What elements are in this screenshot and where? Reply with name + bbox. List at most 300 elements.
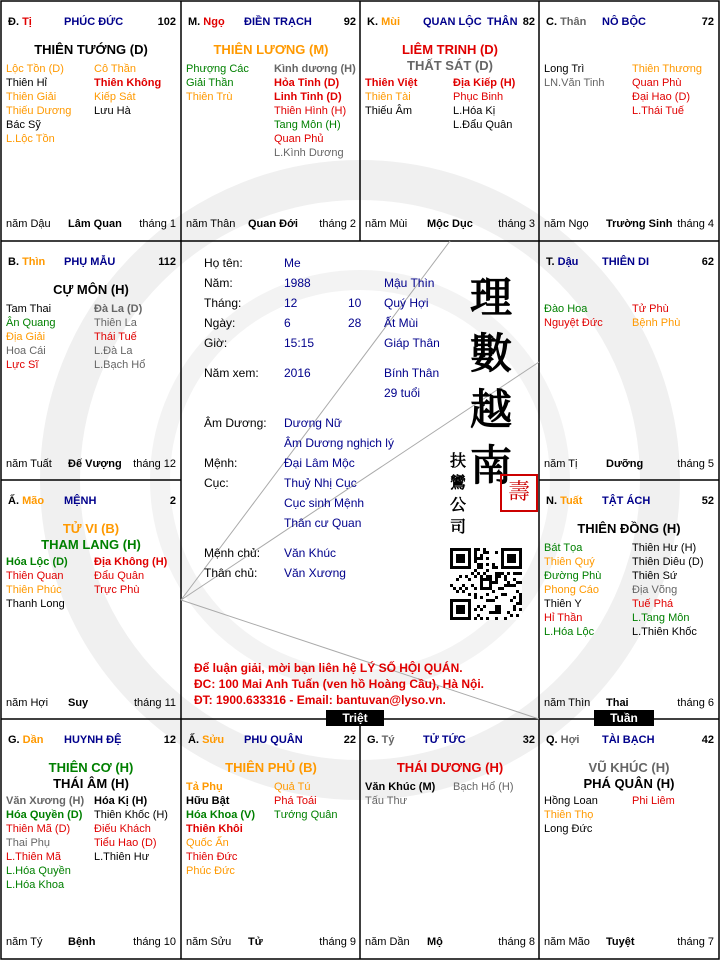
palace-footer xyxy=(6,697,176,711)
minor-star: Thiên Phúc xyxy=(6,584,62,596)
minor-star: Long Trì xyxy=(544,63,585,75)
palace-house-name: QUAN LỘC xyxy=(423,16,482,28)
palace-phase: Trường Sinh xyxy=(606,218,673,230)
minor-star: Phúc Đức xyxy=(186,865,235,877)
palace-number: 12 xyxy=(163,734,176,746)
minor-star: Hóa Quyền (D) xyxy=(6,809,83,821)
minor-star: Thiên Khôi xyxy=(186,823,243,835)
stem-letter: B. xyxy=(8,256,23,268)
minor-star: Thiếu Âm xyxy=(365,105,413,117)
palace-header xyxy=(8,16,176,30)
palace-stem xyxy=(188,16,225,28)
major-star: TỬ VI (B) xyxy=(62,521,120,536)
minor-star: Thiếu Dương xyxy=(6,105,72,117)
palace-thin[interactable] xyxy=(2,242,180,480)
minor-star: Bạch Hổ (H) xyxy=(453,781,514,793)
major-star: THIÊN PHỦ (B) xyxy=(225,760,317,775)
minor-star-column-left xyxy=(6,62,71,146)
major-star: THẤT SÁT (D) xyxy=(407,58,493,73)
minor-star-column-left xyxy=(186,780,255,878)
minor-star: Thiên La xyxy=(94,317,137,329)
stem-letter: C. xyxy=(546,16,561,28)
center-label: Ngày: xyxy=(204,316,236,330)
major-stars xyxy=(182,760,360,776)
branch-name: Hợi xyxy=(560,734,580,746)
palace-phase: Bệnh xyxy=(68,936,96,948)
center-value: Dương Nữ xyxy=(284,416,342,430)
palace-number: 52 xyxy=(701,495,714,507)
minor-star: Văn Khúc (M) xyxy=(365,781,436,793)
palace-footer xyxy=(6,218,176,232)
minor-star: Kiếp Sát xyxy=(94,91,136,103)
stem-letter: N. xyxy=(546,495,561,507)
palace-year: năm Thìn xyxy=(544,697,591,709)
center-value-canchi: 29 tuổi xyxy=(384,386,421,400)
palace-header xyxy=(8,734,176,748)
branch-name: Dần xyxy=(22,734,44,746)
major-stars xyxy=(361,42,539,74)
major-star: THÁI ÂM (H) xyxy=(53,776,129,791)
minor-star: Thiên Khốc (H) xyxy=(94,809,168,821)
palace-footer xyxy=(6,458,176,472)
minor-star: Hữu Bật xyxy=(186,795,230,807)
minor-star: L.Hóa Lộc xyxy=(544,626,595,638)
palace-year: năm Mão xyxy=(544,936,590,948)
palace-number: 92 xyxy=(343,16,356,28)
palace-month: tháng 10 xyxy=(133,936,176,948)
palace-phase: Đế Vượng xyxy=(68,458,122,470)
minor-star: Văn Xương (H) xyxy=(6,795,85,807)
palace-house-name: PHÚC ĐỨC xyxy=(64,16,124,28)
major-stars xyxy=(2,282,180,298)
palace-house-name: PHỤ MẪU xyxy=(64,256,116,268)
minor-star: Địa Giải xyxy=(6,331,46,343)
minor-star: Hồng Loan xyxy=(544,795,598,807)
minor-star-column-left xyxy=(186,62,249,104)
minor-star: Giải Thần xyxy=(186,77,234,89)
minor-star-column-right xyxy=(453,76,515,132)
minor-star: Thiên Sứ xyxy=(632,570,678,582)
palace-than-marker: THÂN xyxy=(487,16,518,28)
minor-star: L.Lộc Tồn xyxy=(6,133,55,145)
center-value: Thuỷ Nhị Cục xyxy=(284,476,357,490)
minor-star: Thiên Việt xyxy=(365,77,418,89)
center-value-canchi: Bính Thân xyxy=(384,366,440,380)
palace-footer xyxy=(6,936,176,950)
center-value: 2016 xyxy=(284,366,311,380)
minor-star: L.Hóa Khoa xyxy=(6,879,65,891)
minor-star: Thiên Không xyxy=(94,77,162,89)
minor-star: Quan Phù xyxy=(632,77,682,89)
minor-star: Thiên Thọ xyxy=(544,809,594,821)
center-label: Âm Dương: xyxy=(204,416,267,430)
palace-year: năm Tý xyxy=(6,936,43,948)
minor-star: Thái Tuế xyxy=(94,331,137,343)
stem-letter: Đ. xyxy=(8,16,23,28)
palace-year: năm Dần xyxy=(365,936,410,948)
center-label: Năm xem: xyxy=(204,366,259,380)
major-star: THIÊN LƯƠNG (M) xyxy=(213,42,329,57)
minor-star-column-right xyxy=(94,794,168,864)
minor-star-column-left xyxy=(6,302,56,372)
red-seal-stamp: 壽 xyxy=(500,474,538,512)
branch-name: Mão xyxy=(22,495,45,507)
minor-star-column-left xyxy=(6,794,84,892)
palace-ty[interactable] xyxy=(361,720,539,958)
palace-hoi[interactable] xyxy=(540,720,718,958)
minor-star-column-right xyxy=(632,541,704,639)
palace-mao[interactable] xyxy=(2,481,180,719)
major-star: LIÊM TRINH (D) xyxy=(401,42,499,57)
palace-header xyxy=(8,495,176,509)
minor-star: Hỏa Tinh (D) xyxy=(274,77,340,89)
major-stars xyxy=(2,42,180,58)
palace-phase: Mộ xyxy=(427,936,443,948)
minor-star: Tam Thai xyxy=(6,303,52,315)
center-value-canchi: Ất Mùi xyxy=(384,316,419,330)
palace-house-name: ĐIỀN TRẠCH xyxy=(244,16,312,28)
minor-star-column-right xyxy=(453,780,514,794)
palace-number: 112 xyxy=(158,256,176,268)
minor-star: Quốc Ấn xyxy=(186,837,229,849)
palace-phase: Tuyệt xyxy=(606,936,635,948)
center-value-canchi: Quý Hợi xyxy=(384,296,429,310)
minor-star: Tấu Thư xyxy=(365,795,408,807)
major-stars xyxy=(540,521,718,537)
major-star: VŨ KHÚC (H) xyxy=(588,760,670,775)
calligraphy-char: 理 xyxy=(470,273,513,322)
palace-stem xyxy=(8,495,44,507)
stem-letter: G. xyxy=(367,734,382,746)
minor-star-column-right xyxy=(274,780,338,822)
contact-info xyxy=(194,660,534,708)
palace-month: tháng 9 xyxy=(319,936,356,948)
major-stars xyxy=(2,760,180,792)
stem-letter: T. xyxy=(546,256,558,268)
palace-house-name: TỬ TỨC xyxy=(423,734,466,746)
minor-star: Thiên Thương xyxy=(632,63,703,75)
palace-stem xyxy=(546,256,578,268)
palace-number: 2 xyxy=(169,495,176,507)
branch-name: Dậu xyxy=(557,256,579,268)
palace-month: tháng 4 xyxy=(677,218,714,230)
major-star: THIÊN TƯỚNG (D) xyxy=(34,42,148,57)
palace-phase: Thai xyxy=(606,697,629,709)
major-star: THÁI DƯƠNG (H) xyxy=(396,760,504,775)
palace-house-name: TẬT ÁCH xyxy=(602,495,651,507)
palace-year: năm Hợi xyxy=(6,697,49,709)
center-value: Cục sinh Mệnh xyxy=(284,496,365,510)
stem-letter: G. xyxy=(8,734,23,746)
contact-line-3: ĐT: 1900.633316 - Email: bantuvan@lyso.vn. xyxy=(194,693,446,707)
palace-footer xyxy=(544,936,714,950)
branch-name: Thân xyxy=(560,16,587,28)
minor-star-column-left xyxy=(544,302,603,330)
palace-month: tháng 5 xyxy=(677,458,714,470)
minor-star-column-right xyxy=(632,794,675,808)
palace-header xyxy=(367,16,535,30)
minor-star: Ân Quang xyxy=(6,317,56,329)
palace-mui[interactable] xyxy=(361,2,539,240)
major-stars xyxy=(540,760,718,792)
branch-name: Tý xyxy=(381,734,395,746)
center-value: Thân cư Quan xyxy=(284,516,362,530)
minor-star-column-right xyxy=(274,62,356,160)
minor-star: Thiên Quý xyxy=(544,556,595,568)
minor-star: Thanh Long xyxy=(6,598,65,610)
minor-star: Tướng Quân xyxy=(274,809,338,821)
palace-dau[interactable] xyxy=(540,242,718,480)
minor-star: Phượng Các xyxy=(186,63,249,75)
center-label: Mệnh: xyxy=(204,456,238,470)
minor-star: Tang Môn (H) xyxy=(274,119,341,131)
minor-star: Tuế Phá xyxy=(632,598,674,610)
contact-line-1: Để luận giải, mời bạn liên hệ LÝ SỐ HỘI QUÁN. xyxy=(194,661,463,675)
palace-number: 22 xyxy=(343,734,356,746)
palace-house-name: PHU QUÂN xyxy=(244,734,303,746)
major-star: PHÁ QUÂN (H) xyxy=(583,776,675,791)
minor-star: L.Kình Dương xyxy=(274,147,344,159)
stem-letter: Q. xyxy=(546,734,561,746)
palace-number: 42 xyxy=(701,734,714,746)
palace-number: 62 xyxy=(701,256,714,268)
palace-tuat[interactable] xyxy=(540,481,718,719)
minor-star: Phá Toái xyxy=(274,795,317,807)
major-star: THIÊN ĐỒNG (H) xyxy=(577,521,681,536)
palace-stem xyxy=(8,256,45,268)
minor-star: Địa Võng xyxy=(632,584,678,596)
palace-header xyxy=(367,734,535,748)
palace-year: năm Mùi xyxy=(365,218,408,230)
center-label: Cục: xyxy=(204,476,229,490)
palace-house-name: TÀI BẠCH xyxy=(602,734,655,746)
minor-star: Linh Tinh (D) xyxy=(274,91,342,103)
palace-house-name: HUYNH ĐỆ xyxy=(64,734,122,746)
palace-header xyxy=(546,734,714,748)
minor-star: Thiên Trù xyxy=(186,91,233,103)
tuan-badge: Tuần xyxy=(594,710,654,726)
palace-year: năm Ngọ xyxy=(544,218,589,230)
minor-star: Quan Phủ xyxy=(274,133,324,145)
palace-footer xyxy=(544,458,714,472)
minor-star: Thiên Quan xyxy=(6,570,64,582)
seal-char: 鸞 xyxy=(450,473,467,492)
center-value: Văn Xương xyxy=(284,566,346,580)
palace-footer xyxy=(365,936,535,950)
minor-star: Lộc Tồn (D) xyxy=(6,63,64,75)
major-stars xyxy=(2,521,180,553)
branch-name: Tị xyxy=(22,16,32,28)
center-value: 1988 xyxy=(284,276,311,290)
minor-star: L.Thiên Hư xyxy=(94,851,150,863)
branch-name: Thìn xyxy=(22,256,46,268)
minor-star: Thiên Diêu (D) xyxy=(632,556,704,568)
qr-code-icon xyxy=(450,548,522,620)
palace-ti[interactable] xyxy=(2,2,180,240)
minor-star: Thiên Hỉ xyxy=(6,77,47,89)
palace-ngo[interactable] xyxy=(182,2,360,240)
palace-number: 82 xyxy=(522,16,535,28)
minor-star-column-right xyxy=(632,302,680,330)
palace-header xyxy=(188,16,356,30)
stem-letter: M. xyxy=(188,16,204,28)
center-label: Tháng: xyxy=(204,296,242,310)
minor-star: Nguyệt Đức xyxy=(544,317,603,329)
palace-stem xyxy=(546,734,580,746)
minor-star: L.Thiên Mã xyxy=(6,851,62,863)
palace-month: tháng 8 xyxy=(498,936,535,948)
palace-house-name: NÔ BỘC xyxy=(602,16,646,28)
contact-line-2: ĐC: 100 Mai Anh Tuấn (ven hồ Hoàng Cầu), Hà Nội. xyxy=(194,677,485,691)
center-value-lunar: 28 xyxy=(348,316,362,330)
palace-stem xyxy=(546,16,586,28)
minor-star: Phong Cáo xyxy=(544,584,600,596)
center-label: Giờ: xyxy=(204,336,228,350)
minor-star: Thiên Hình (H) xyxy=(274,105,347,117)
palace-header xyxy=(8,256,176,270)
minor-star-column-right xyxy=(94,302,145,372)
minor-star: Điếu Khách xyxy=(94,823,151,835)
branch-name: Sửu xyxy=(202,734,225,746)
seal-char: 扶 xyxy=(450,451,467,470)
center-value-canchi: Giáp Thân xyxy=(384,336,440,350)
minor-star: Lực Sĩ xyxy=(6,359,39,371)
minor-star-column-left xyxy=(544,541,601,639)
minor-star-column-right xyxy=(94,62,161,118)
center-label: Năm: xyxy=(204,276,233,290)
seal-char: 公 xyxy=(450,495,467,514)
major-star: THAM LANG (H) xyxy=(41,537,141,552)
major-stars xyxy=(182,42,360,58)
center-value: Me xyxy=(284,256,301,270)
palace-month: tháng 12 xyxy=(133,458,176,470)
palace-phase: Lâm Quan xyxy=(68,218,122,230)
palace-month: tháng 6 xyxy=(677,697,714,709)
minor-star: Đào Hoa xyxy=(544,303,588,315)
minor-star: Hóa Kị (H) xyxy=(94,795,148,807)
minor-star: Hóa Khoa (V) xyxy=(186,809,256,821)
major-stars xyxy=(361,760,539,776)
stem-letter: Ấ. xyxy=(8,495,23,507)
palace-than[interactable] xyxy=(540,2,718,240)
center-label: Họ tên: xyxy=(204,256,243,270)
palace-stem xyxy=(367,734,395,746)
minor-star: Bệnh Phù xyxy=(632,317,681,329)
minor-star: L.Thiên Khốc xyxy=(632,626,697,638)
minor-star-column-right xyxy=(632,62,702,118)
minor-star: Thiên Hư (H) xyxy=(632,542,697,554)
palace-stem xyxy=(8,734,43,746)
minor-star: Thiên Mã (D) xyxy=(6,823,71,835)
minor-star: L.Đà La xyxy=(94,345,133,357)
minor-star: Tả Phụ xyxy=(186,781,223,793)
palace-phase: Suy xyxy=(68,697,89,709)
minor-star: Tử Phù xyxy=(632,303,669,315)
palace-number: 72 xyxy=(701,16,714,28)
stem-letter: Ấ. xyxy=(188,734,203,746)
palace-phase: Quan Đới xyxy=(248,218,298,230)
minor-star: Đà La (D) xyxy=(94,303,143,315)
palace-stem xyxy=(188,734,224,746)
minor-star-column-left xyxy=(544,794,598,836)
palace-footer xyxy=(544,697,714,711)
minor-star: Địa Kiếp (H) xyxy=(453,77,516,89)
palace-year: năm Dậu xyxy=(6,218,51,230)
palace-phase: Tử xyxy=(248,936,263,948)
palace-month: tháng 3 xyxy=(498,218,535,230)
minor-star: Thiên Giải xyxy=(6,91,57,103)
minor-star: L.Tang Môn xyxy=(632,612,690,624)
minor-star: L.Bạch Hổ xyxy=(94,359,146,371)
major-star: CỰ MÔN (H) xyxy=(53,282,129,297)
palace-month: tháng 2 xyxy=(319,218,356,230)
calligraphy-char: 南 xyxy=(470,441,513,490)
palace-number: 102 xyxy=(157,16,176,28)
palace-stem xyxy=(367,16,400,28)
seal-char: 司 xyxy=(450,517,467,536)
branch-name: Ngọ xyxy=(203,16,225,28)
palace-year: năm Tuất xyxy=(6,458,52,470)
palace-year: năm Sửu xyxy=(186,936,232,948)
palace-month: tháng 11 xyxy=(133,697,176,709)
minor-star: Phục Binh xyxy=(453,91,504,103)
center-value: 6 xyxy=(284,316,291,330)
palace-suu[interactable] xyxy=(182,720,360,958)
minor-star: Cô Thần xyxy=(94,63,136,75)
minor-star: Trực Phù xyxy=(94,584,140,596)
minor-star: L.Thái Tuế xyxy=(632,105,684,117)
center-label: Thân chủ: xyxy=(204,566,258,580)
minor-star-column-left xyxy=(365,76,417,118)
minor-star-column-left xyxy=(544,62,605,90)
palace-footer xyxy=(365,218,535,232)
minor-star: Thiên Tài xyxy=(365,91,411,103)
minor-star: Đẩu Quân xyxy=(94,570,145,582)
minor-star: LN.Văn Tinh xyxy=(544,77,605,89)
palace-house-name: MỆNH xyxy=(64,495,97,507)
minor-star: Phi Liêm xyxy=(632,795,675,807)
palace-dan[interactable] xyxy=(2,720,180,958)
palace-year: năm Thân xyxy=(186,218,236,230)
palace-year: năm Tị xyxy=(544,458,578,470)
minor-star: Thai Phụ xyxy=(6,837,51,849)
stem-letter: K. xyxy=(367,16,382,28)
center-label: Mệnh chủ: xyxy=(204,546,261,560)
palace-month: tháng 1 xyxy=(139,218,176,230)
minor-star: Hỉ Thần xyxy=(544,612,583,624)
major-star: THIÊN CƠ (H) xyxy=(48,760,134,775)
minor-star: Thiên Y xyxy=(544,598,582,610)
minor-star: Long Đức xyxy=(544,823,593,835)
palace-footer xyxy=(186,936,356,950)
palace-month: tháng 7 xyxy=(677,936,714,948)
center-value-canchi: Mậu Thìn xyxy=(384,276,435,290)
center-info-panel xyxy=(182,242,538,718)
minor-star: Lưu Hà xyxy=(94,105,131,117)
palace-header xyxy=(546,16,714,30)
minor-star: Đại Hao (D) xyxy=(632,91,691,103)
minor-star: L.Hóa Kị xyxy=(453,105,496,117)
minor-star: Hoa Cái xyxy=(6,345,46,357)
minor-star: Đường Phù xyxy=(544,570,602,582)
palace-house-name: THIÊN DI xyxy=(602,256,650,268)
minor-star: Hóa Lộc (D) xyxy=(6,556,68,568)
center-value: Văn Khúc xyxy=(284,546,337,560)
minor-star: Tiểu Hao (D) xyxy=(94,837,157,849)
palace-header xyxy=(546,495,714,509)
center-value: Âm Dương nghịch lý xyxy=(284,436,394,450)
palace-stem xyxy=(546,495,582,507)
